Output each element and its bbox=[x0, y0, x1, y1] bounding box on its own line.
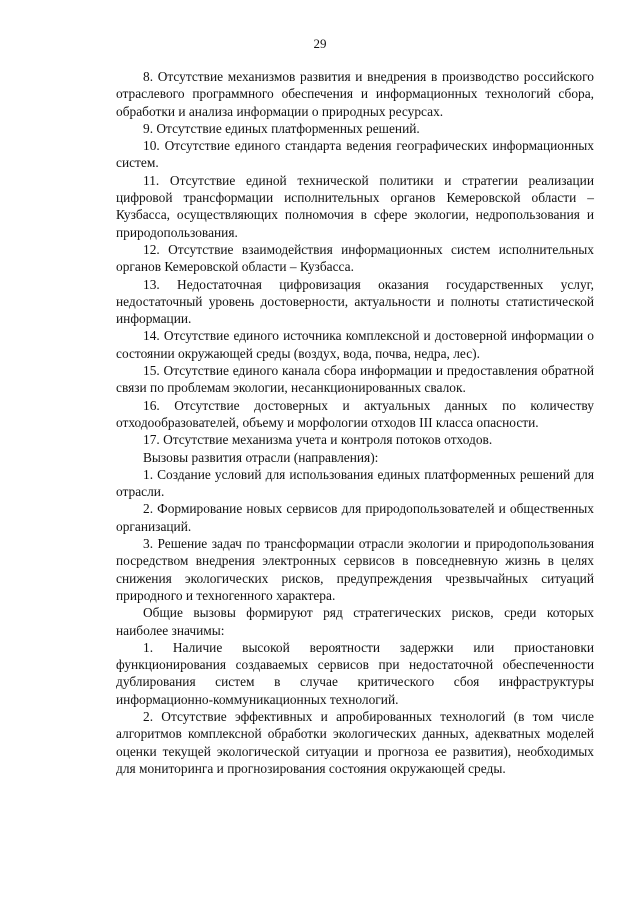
risk-item-1: 1. Наличие высокой вероятности задержки или приостановки функционирования создаваемых сервисов при недостаточной обеспеченности дублирования систем в случае критического сбоя инфраструктуры информационно-коммуникационных технологий. bbox=[116, 639, 594, 707]
risks-intro: Общие вызовы формируют ряд стратегических рисков, среди которых наиболее значимы: bbox=[116, 605, 594, 638]
challenge-item-2: 2. Формирование новых сервисов для природопользователей и общественных организаций. bbox=[116, 501, 594, 534]
problem-item-17: 17. Отсутствие механизма учета и контроля потоков отходов. bbox=[143, 432, 493, 448]
document-body bbox=[116, 68, 594, 777]
challenge-item-3: 3. Решение задач по трансформации отрасли экологии и природопользования посредством внедрения электронных сервисов в повседневную жизнь в целях снижения экологических рисков, предупреждения чрезвычайных ситуаций природного и техногенного характера. bbox=[116, 536, 594, 603]
problem-item-10: 10. Отсутствие единого стандарта ведения географических информационных систем. bbox=[116, 138, 594, 171]
problem-item-8: 8. Отсутствие механизмов развития и внедрения в производство российского отраслевого программного обеспечения и информационных технологий сбора, обработки и анализа информации о природных ресурсах. bbox=[116, 69, 594, 119]
problem-item-15: 15. Отсутствие единого канала сбора информации и предоставления обратной связи по проблемам экологии, несанкционированных свалок. bbox=[116, 363, 594, 396]
problem-item-11: 11. Отсутствие единой технической политики и стратегии реализации цифровой трансформации исполнительных органов Кемеровской области – Кузбасса, осуществляющих полномочия в сфере экологии, недропользования и природопользования. bbox=[116, 172, 594, 240]
problem-item-9: 9. Отсутствие единых платформенных решений. bbox=[143, 120, 420, 136]
problem-item-14: 14. Отсутствие единого источника комплексной и достоверной информации о состоянии окружающей среды (воздух, вода, почва, недра, лес). bbox=[116, 328, 594, 361]
problem-item-13: 13. Недостаточная цифровизация оказания государственных услуг, недостаточный уровень достоверности, актуальности и полноты статистической информации. bbox=[116, 276, 594, 327]
problem-item-12: 12. Отсутствие взаимодействия информационных систем исполнительных органов Кемеровской области – Кузбасса. bbox=[116, 241, 594, 275]
risk-item-2: 2. Отсутствие эффективных и апробированных технологий (в том числе алгоритмов комплексной обработки экологических данных, адекватных моделей оценки текущей экологической ситуации и прогноза ее развития), необходимых для мониторинга и прогнозирования состояния окружающей среды. bbox=[116, 708, 594, 776]
page-number: 29 bbox=[313, 36, 327, 51]
challenge-item-1: 1. Создание условий для использования единых платформенных решений для отрасли. bbox=[116, 466, 594, 500]
problem-item-16: 16. Отсутствие достоверных и актуальных данных по количеству отходообразователей, объему и морфологии отходов III класса опасности. bbox=[116, 397, 594, 430]
challenges-heading: Вызовы развития отрасли (направления): bbox=[143, 449, 379, 465]
